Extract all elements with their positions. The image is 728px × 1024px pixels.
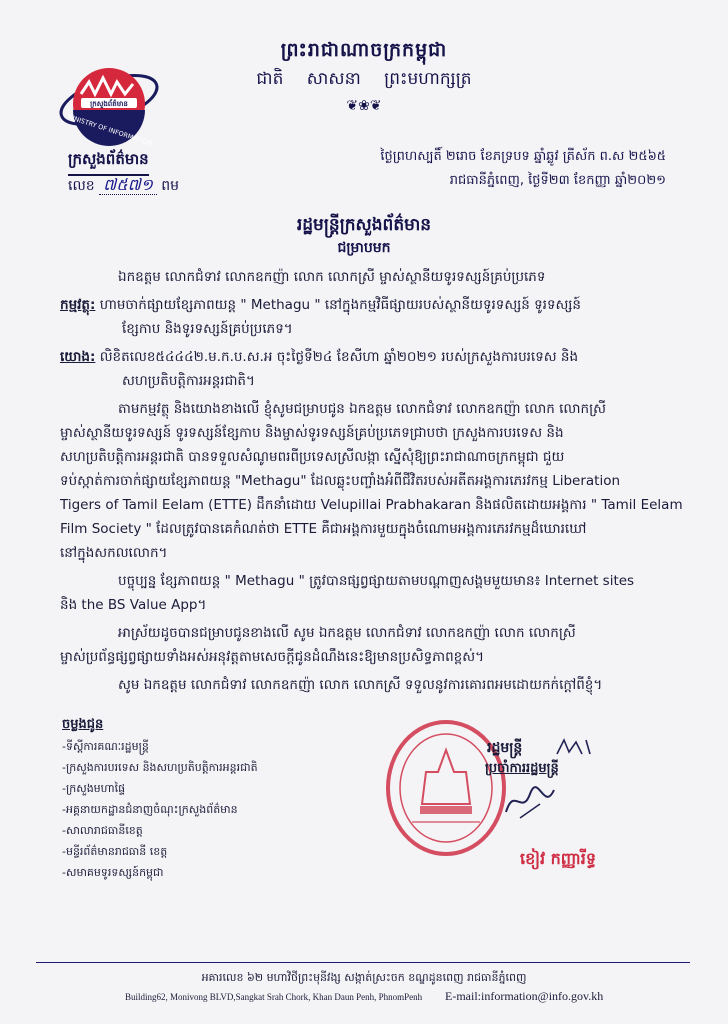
paragraph1-line4: ទប់ស្កាត់ការចាក់ផ្សាយខ្សែភាពយន្ត "Methagu" ដែលឆ្លុះបញ្ចាំងអំពីជីវិតរបស់អតីតអង្គការភេរវកម្ម Liberation (60, 473, 621, 489)
official-seal (382, 712, 512, 862)
paragraph1-line5: Tigers of Tamil Eelam (ETTE) ដឹកនាំដោយ Velupillai Prabhakaran និងផលិតដោយអង្គការ " Tamil Eelam (60, 497, 683, 513)
signatory-name: ខៀវ កញ្ញារីទ្ធ (520, 849, 597, 868)
cc-item: -មន្ទីរព័ត៌មានរាជធានី ខេត្ត (62, 845, 168, 858)
cc-item: -ទីស្តីការគណៈរដ្ឋមន្ត្រី (62, 740, 149, 753)
logo-ring-text: MINISTRY OF INFORMATION (66, 112, 154, 148)
national-motto: ជាតិ សាសនា ព្រះមហាក្សត្រ (256, 69, 472, 89)
ornament-divider: ❦❀❦ (346, 98, 382, 114)
reference-number (68, 174, 179, 198)
letter-greeting: ជម្រាបមក (337, 240, 391, 256)
ministry-name: ក្រសួងព័ត៌មាន (68, 150, 149, 176)
reference-line-2: សហប្រតិបត្តិការអន្តរជាតិ។ (122, 373, 255, 389)
paragraph1-line1: តាមកម្មវត្ថុ និងយោងខាងលើ ខ្ញុំសូមជម្រាបជូន ឯកឧត្តម លោកជំទាវ លោកឧកញ៉ា លោក លោកស្រី (118, 401, 606, 417)
reference-prefix: លេខ (68, 178, 95, 194)
paragraph1-line3: សហប្រតិបត្តិការអន្តរជាតិ បានទទួលសំណូមពរពីប្រទេសស្រីលង្កា ស្នើសុំឱ្យព្រះរាជាណាចក្រកម្ពុជា ជួយ (60, 449, 565, 465)
signature-role: ប្រចាំការរដ្ឋមន្ត្រី (485, 761, 559, 776)
handwritten-signature (500, 782, 560, 822)
reference-line-1 (60, 348, 578, 368)
signature-title: រដ្ឋមន្ត្រី (487, 740, 523, 756)
paragraph1-line2: ម្ចាស់ស្ថានីយទូរទស្សន៍ ទូរទស្សន៍ខ្សែកាប និងម្ចាស់ទូរទស្សន៍គ្រប់ប្រភេទជ្រាបថា ក្រសួងការបរទេស និង (60, 425, 564, 441)
cc-item: -សមាគមទូរទស្សន៍កម្ពុជា (62, 866, 164, 879)
footer-address-english: Building62, Monivong BLVD,Sangkat Srah Chork, Khan Daun Penh, PhnomPenh (125, 992, 423, 1002)
cc-item: -អគ្គនាយកដ្ឋានជំនាញចំណុះក្រសួងព័ត៌មាន (62, 803, 238, 816)
paragraph1-line7: នៅក្នុងសកលលោក។ (60, 545, 168, 561)
ministry-logo (55, 54, 163, 162)
cc-item: -ក្រសួងការបរទេស និងសហប្រតិបត្តិការអន្តរជាតិ (62, 761, 258, 774)
logo-top-text: ក្រសួងព័ត៌មាន (90, 100, 128, 108)
closing-line: សូម ឯកឧត្តម លោកជំទាវ លោកឧកញ៉ា លោក លោកស្រី ទទួលនូវការគោរពអមដោយកក់ក្តៅពីខ្ញុំ។ (118, 677, 603, 693)
paragraph2-line1: បច្ចុប្បន្ន ខ្សែភាពយន្ត " Methagu " ត្រូវបានផ្សព្វផ្សាយតាមបណ្តាញសង្គមមួយមាន៖ Internet sites (118, 573, 635, 589)
cc-item: -សាលារាជធានីខេត្ត (62, 824, 143, 837)
footer-address-khmer: អគារលេខ ៦២ មហាវិថីព្រះមុនីវង្ស សង្កាត់ស្រះចក ខណ្ឌដូនពេញ រាជធានីភ្នំពេញ (201, 971, 527, 984)
ref-text-1: លិខិតលេខ៥៤៤៤២.ម.ក.ប.ស.អ ចុះថ្ងៃទី២៤ ខែសីហា ឆ្នាំ២០២១ របស់ក្រសួងការបរទេស និង (99, 349, 579, 365)
letter-title: រដ្ឋមន្ត្រីក្រសួងព័ត៌មាន (296, 215, 432, 235)
ref-label: យោង: (60, 349, 96, 365)
subject-label: កម្មវត្ថុ: (60, 297, 96, 313)
recipient-line: ឯកឧត្តម លោកជំទាវ លោកឧកញ៉ា លោក លោកស្រី ម្ចាស់ស្ថានីយទូរទស្សន៍គ្រប់ប្រភេទ (118, 269, 546, 285)
kingdom-title: ព្រះរាជាណាចក្រកម្ពុជា (280, 39, 448, 61)
paragraph3-line1: អាស្រ័យដូចបានជម្រាបជូនខាងលើ សូម ឯកឧត្តម លោកជំទាវ លោកឧកញ៉ា លោក លោកស្រី (118, 625, 576, 641)
cc-title: ចម្លងជូន (62, 717, 104, 732)
subject-line-1 (60, 296, 581, 316)
subject-line-2: ខ្សែកាប និងទូរទស្សន៍គ្រប់ប្រភេទ។ (122, 321, 293, 337)
cc-item: -ក្រសួងមហាផ្ទៃ (62, 782, 126, 795)
initial-mark (554, 736, 594, 758)
subject-text-1: ហាមចាក់ផ្សាយខ្សែភាពយន្ត " Methagu " នៅក្នុងកម្មវិធីផ្សាយរបស់ស្ថានីយទូរទស្សន៍ ទូរទស្សន៍ (99, 297, 581, 313)
solar-date: រាជធានីភ្នំពេញ, ថ្ងៃទី២៣ ខែកញ្ញា ឆ្នាំ២០២១ (449, 173, 666, 188)
footer-divider (36, 962, 690, 963)
paragraph1-line6: Film Society " ដែលត្រូវបានគេកំណត់ថា ETTE គឺជាអង្គការមួយក្នុងចំណោមអង្គការភេរវកម្មដ៏ឃោរឃៅ (60, 521, 587, 537)
reference-suffix: ពម (161, 178, 180, 194)
lunar-date: ថ្ងៃព្រហស្បតិ៍ ២រោច ខែភទ្របទ ឆ្នាំឆ្លូវ ត្រីស័ក ព.ស ២៥៦៥ (380, 149, 666, 164)
footer-email: E-mail:information@info.gov.kh (445, 989, 604, 1003)
paragraph3-line2: ម្ចាស់ប្រព័ន្ធផ្សព្វផ្សាយទាំងអស់អនុវត្តតាមសេចក្តីជូនដំណឹងនេះឱ្យមានប្រសិទ្ធភាពខ្ពស់។ (60, 649, 484, 665)
reference-value: ៧៥៧១ (99, 175, 157, 195)
paragraph2-line2: និង the BS Value App។ (60, 597, 207, 613)
